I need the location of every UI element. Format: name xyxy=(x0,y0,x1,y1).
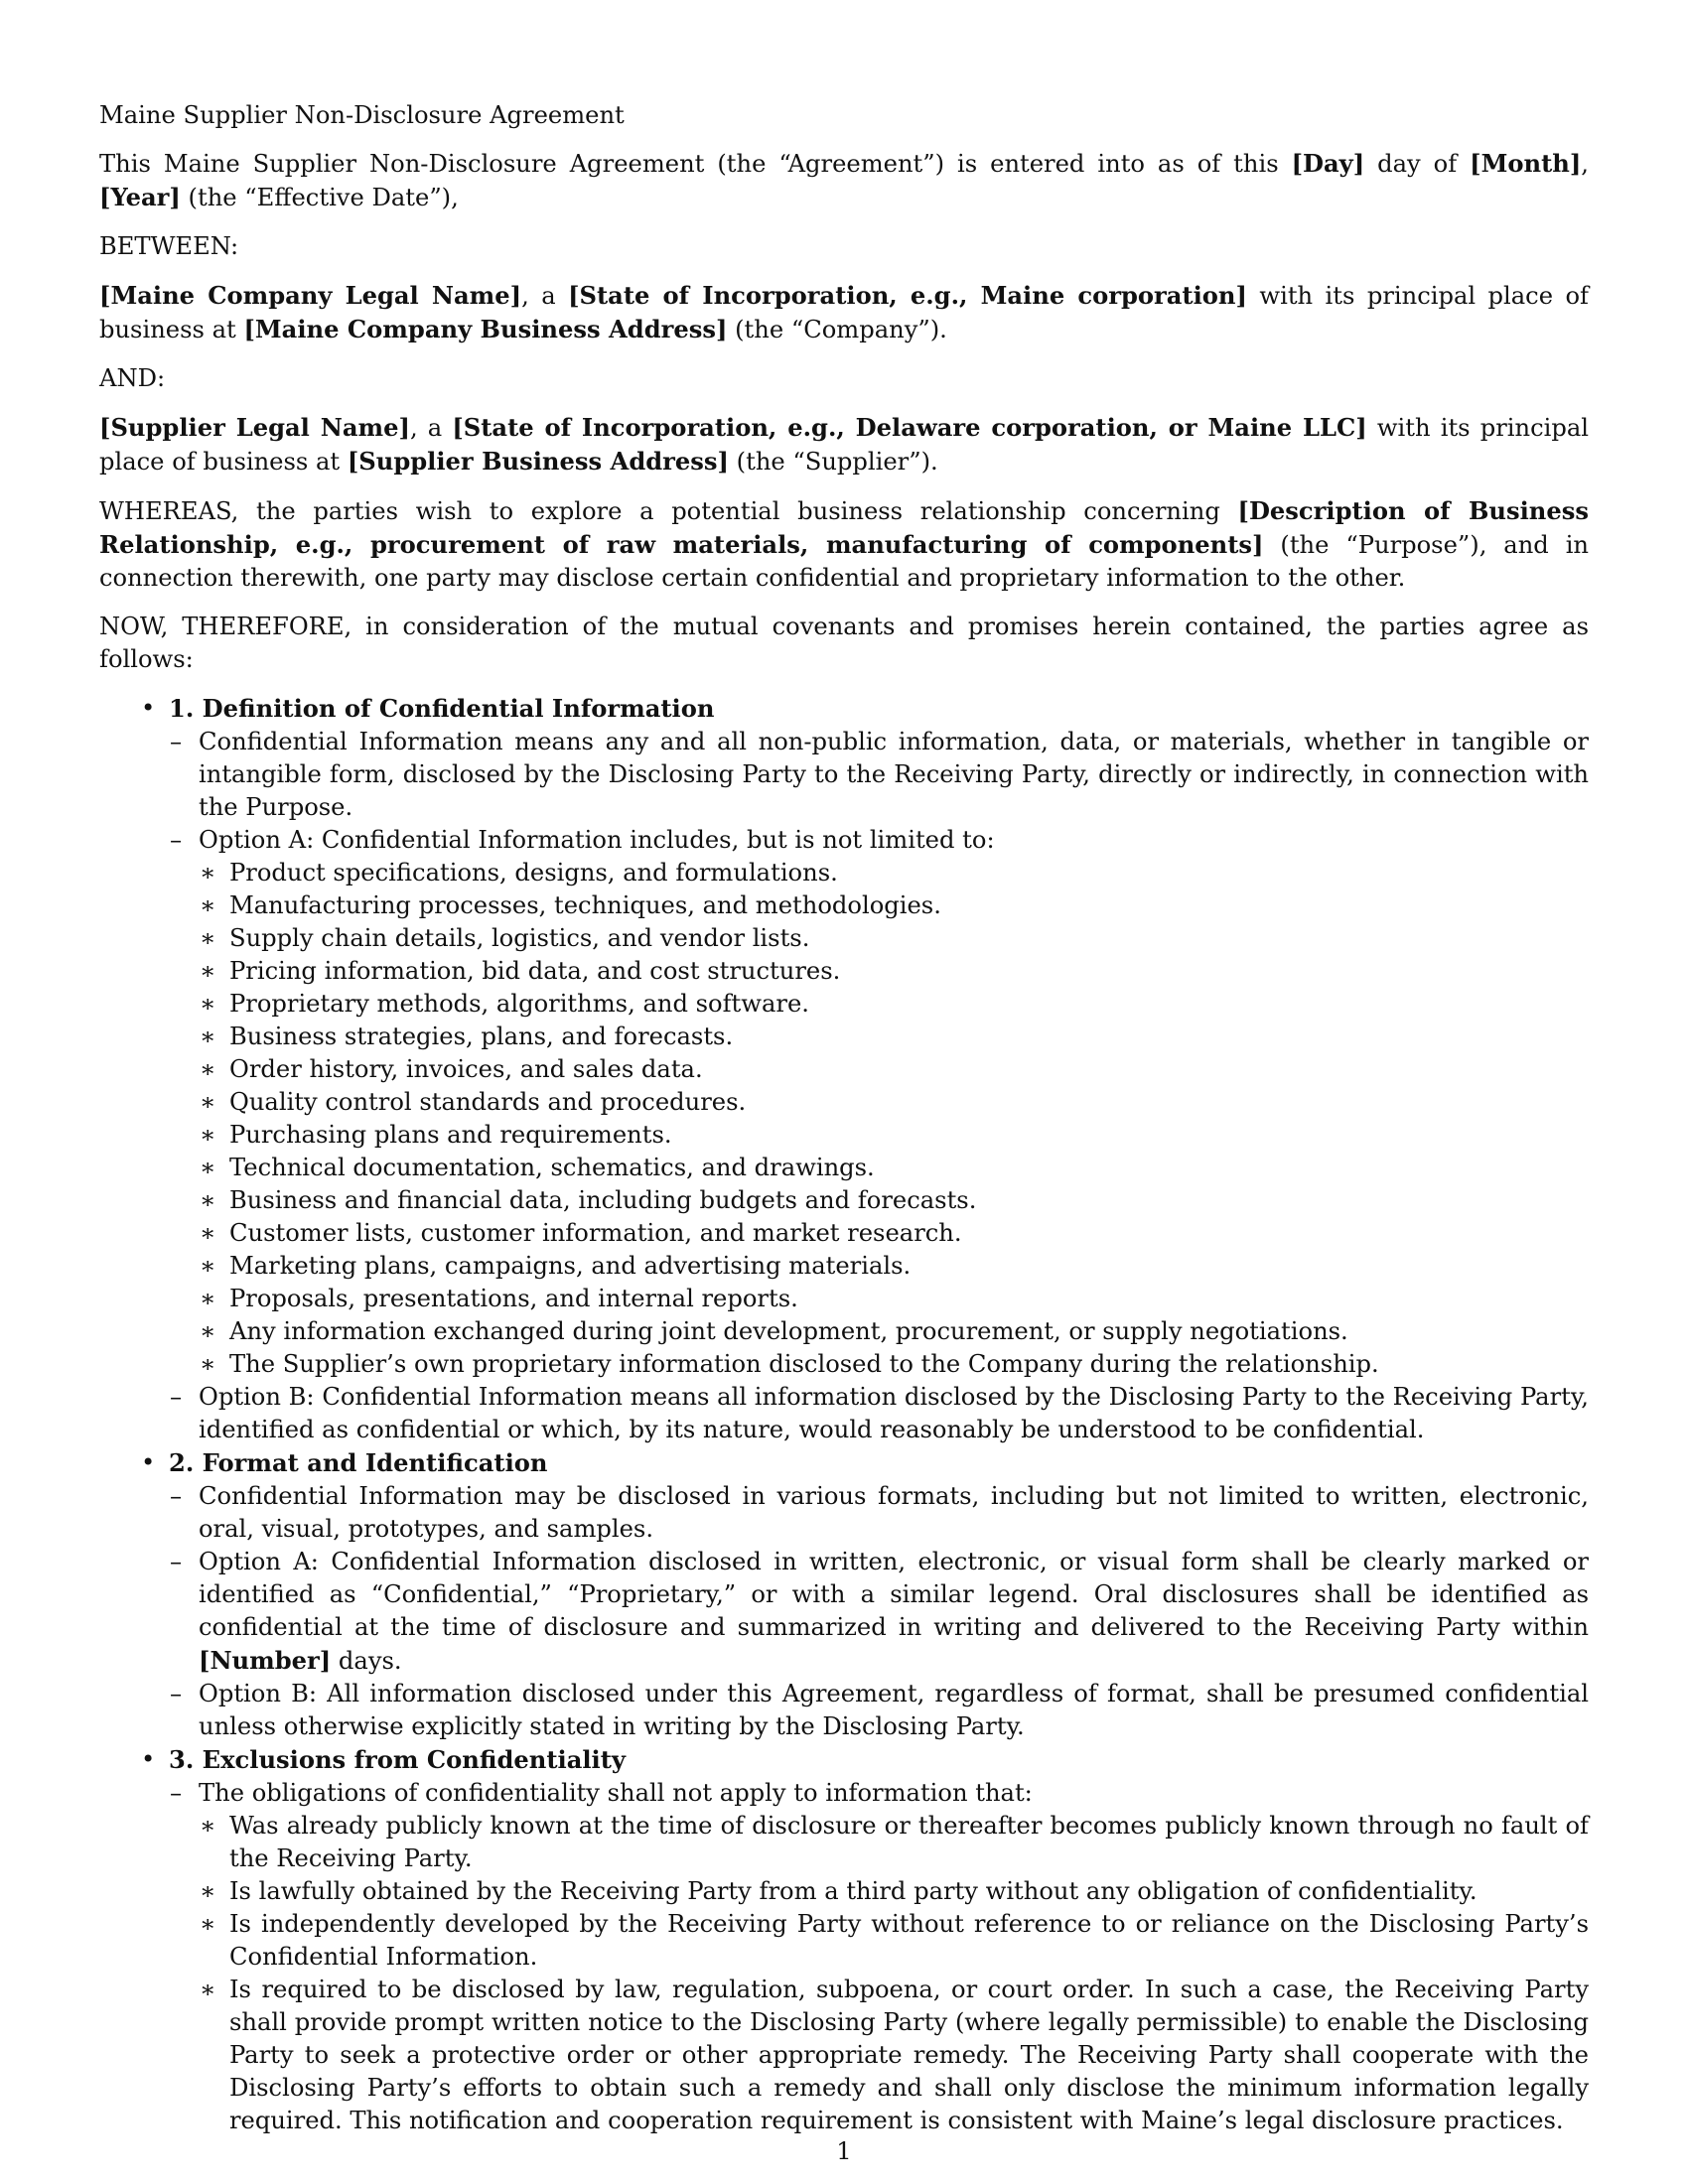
star-marker: ∗ xyxy=(200,1285,216,1312)
item-text: Pricing information, bid data, and cost structures. xyxy=(229,957,841,985)
dash-marker: – xyxy=(170,826,183,854)
whereas-paragraph xyxy=(99,494,1589,595)
document-page xyxy=(99,99,1589,2137)
item-text: Order history, invoices, and sales data. xyxy=(229,1055,703,1083)
section-1-heading: 1. Definition of Confidential Information xyxy=(169,694,715,723)
item-text: Business and financial data, including budgets and forecasts. xyxy=(229,1186,977,1214)
dash-marker: – xyxy=(170,728,183,755)
party1-paragraph xyxy=(99,279,1589,346)
document-title: Maine Supplier Non-Disclosure Agreement xyxy=(99,101,625,129)
star-marker: ∗ xyxy=(200,1976,216,2003)
list-item xyxy=(178,922,1589,955)
option-a-text: Option A: Confidential Information disclosed in written, electronic, or visual form shall be clearly marked or identified as “Confidential,” “Proprietary,” or with a similar legend. Oral disclosures shall be identified as confidential at the time of disclosure and summarized in writing and delivered to the Receiving Party within xyxy=(199,1548,1589,1641)
list-item xyxy=(178,1974,1589,2137)
star-marker: ∗ xyxy=(200,1877,216,1905)
dash-marker: – xyxy=(170,1680,183,1707)
section-2 xyxy=(99,1446,1589,1743)
option-a-items xyxy=(199,857,1589,1381)
list-item xyxy=(178,857,1589,889)
item-text: The Supplier’s own proprietary information disclosed to the Company during the relationship. xyxy=(229,1350,1379,1378)
star-marker: ∗ xyxy=(200,1219,216,1247)
party1-text: , a xyxy=(521,282,569,310)
star-marker: ∗ xyxy=(200,1317,216,1345)
party2-paragraph xyxy=(99,411,1589,478)
item-text: Proprietary methods, algorithms, and software. xyxy=(229,990,809,1018)
day-placeholder: [Day] xyxy=(1291,149,1365,178)
purpose-placeholder: [Description of Business Relationship, e.g., procurement of raw materials, manufacturing of components] xyxy=(99,496,1590,559)
supplier-name-placeholder: [Supplier Legal Name] xyxy=(99,413,410,442)
party1-text: with its principal place of business at xyxy=(99,282,1589,343)
dash-marker: – xyxy=(170,1482,183,1510)
star-marker: ∗ xyxy=(200,924,216,952)
supplier-state-placeholder: [State of Incorporation, e.g., Delaware corporation, or Maine LLC] xyxy=(452,413,1367,442)
section-2-heading: 2. Format and Identification xyxy=(169,1448,548,1477)
intro-text: This Maine Supplier Non-Disclosure Agreement (the “Agreement”) is entered into as of this xyxy=(99,150,1292,178)
list-item xyxy=(178,1217,1589,1250)
intro-text: day of xyxy=(1364,150,1471,178)
intro-text: (the “Effective Date”), xyxy=(180,184,459,211)
star-marker: ∗ xyxy=(200,1812,216,1840)
option-b-text: Option B: All information disclosed under this Agreement, regardless of format, shall be presumed confidential unless otherwise explicitly stated in writing by the Disclosing Party. xyxy=(199,1680,1589,1740)
number-placeholder: [Number] xyxy=(199,1646,332,1675)
list-item xyxy=(178,1348,1589,1381)
item-text: Manufacturing processes, techniques, and methodologies. xyxy=(229,891,941,919)
item-text: Was already publicly known at the time of disclosure or thereafter becomes publicly known through no fault of the Receiving Party. xyxy=(229,1812,1589,1872)
item-text: Business strategies, plans, and forecasts. xyxy=(229,1023,734,1050)
bullet-marker: • xyxy=(141,1448,156,1476)
page-number: 1 xyxy=(836,2137,852,2165)
list-item xyxy=(178,1152,1589,1184)
dash-marker: – xyxy=(170,1383,183,1411)
whereas-text: WHEREAS, the parties wish to explore a potential business relationship concerning xyxy=(99,497,1238,525)
company-state-placeholder: [State of Incorporation, e.g., Maine corporation] xyxy=(568,281,1247,310)
party2-text: (the “Supplier”). xyxy=(728,448,938,476)
list-item xyxy=(140,1381,1589,1446)
item-text: Technical documentation, schematics, and drawings. xyxy=(229,1154,875,1181)
list-item xyxy=(178,889,1589,922)
section-3 xyxy=(99,1743,1589,2137)
item-text: Is lawfully obtained by the Receiving Party from a third party without any obligation of confidentiality. xyxy=(229,1877,1477,1905)
list-item xyxy=(178,1908,1589,1974)
list-item xyxy=(178,1810,1589,1875)
star-marker: ∗ xyxy=(200,859,216,887)
star-marker: ∗ xyxy=(200,1910,216,1938)
bullet-marker: • xyxy=(141,1745,156,1773)
list-item xyxy=(140,1678,1589,1743)
list-item xyxy=(178,1021,1589,1053)
exclusions-intro: The obligations of confidentiality shall not apply to information that: xyxy=(199,1779,1033,1807)
option-b-text: Option B: Confidential Information means all information disclosed by the Disclosing Party to the Receiving Party, identified as confidential or which, by its nature, would reasonably be understood to be confidential. xyxy=(199,1383,1589,1443)
and-label: AND: xyxy=(99,364,166,392)
list-item xyxy=(178,988,1589,1021)
dash-marker: – xyxy=(170,1779,183,1807)
intro-text: , xyxy=(1581,150,1589,178)
list-item xyxy=(140,726,1589,824)
star-marker: ∗ xyxy=(200,1023,216,1050)
bullet-marker: • xyxy=(141,694,156,722)
star-marker: ∗ xyxy=(200,891,216,919)
list-item xyxy=(178,1184,1589,1217)
between-label: BETWEEN: xyxy=(99,232,239,260)
section-3-heading: 3. Exclusions from Confidentiality xyxy=(169,1745,626,1774)
dash-marker: – xyxy=(170,1548,183,1575)
star-marker: ∗ xyxy=(200,1154,216,1181)
star-marker: ∗ xyxy=(200,1350,216,1378)
section-3-list xyxy=(169,1777,1589,2137)
star-marker: ∗ xyxy=(200,1186,216,1214)
list-item xyxy=(178,1086,1589,1119)
list-item xyxy=(140,1546,1589,1678)
now-therefore-paragraph: NOW, THEREFORE, in consideration of the mutual covenants and promises herein contained, the parties agree as follows: xyxy=(99,613,1589,673)
list-item xyxy=(178,955,1589,988)
star-marker: ∗ xyxy=(200,990,216,1018)
whereas-text: (the “Purpose”), and in connection therewith, one party may disclose certain confidential and proprietary information to the other. xyxy=(99,531,1590,592)
list-item xyxy=(178,1250,1589,1283)
party2-text: , a xyxy=(409,414,453,442)
star-marker: ∗ xyxy=(200,957,216,985)
list-item xyxy=(178,1315,1589,1348)
list-item xyxy=(178,1875,1589,1908)
item-text: Marketing plans, campaigns, and advertising materials. xyxy=(229,1252,912,1280)
list-item xyxy=(178,1119,1589,1152)
section-2-list xyxy=(169,1480,1589,1743)
list-item xyxy=(178,1053,1589,1086)
month-placeholder: [Month] xyxy=(1470,149,1582,178)
star-marker: ∗ xyxy=(200,1088,216,1116)
party2-text: with its principal place of business at xyxy=(99,414,1589,476)
list-item xyxy=(140,1480,1589,1546)
item-text: Is independently developed by the Receiving Party without reference to or reliance on the Disclosing Party’s Confidential Information. xyxy=(229,1910,1589,1971)
item-text: Purchasing plans and requirements. xyxy=(229,1121,672,1149)
list-item xyxy=(140,1777,1589,2137)
star-marker: ∗ xyxy=(200,1055,216,1083)
item-text: Is required to be disclosed by law, regulation, subpoena, or court order. In such a case, the Receiving Party shall provide prompt written notice to the Disclosing Party (where legally permissible) to enable the Disclosing Party to seek a protective order or other appropriate remedy. The Receiving Party shall cooperate with the Disclosing Party’s efforts to obtain such a remedy and shall only disclose the minimum information legally required. This notification and cooperation requirement is consistent with Maine’s legal disclosure practices. xyxy=(229,1976,1589,2134)
list-item xyxy=(178,1283,1589,1315)
item-text: Product specifications, designs, and formulations. xyxy=(229,859,838,887)
supplier-address-placeholder: [Supplier Business Address] xyxy=(347,447,729,476)
intro-paragraph xyxy=(99,147,1589,214)
section-1-list xyxy=(169,726,1589,1446)
section-1 xyxy=(99,692,1589,1446)
option-a-text: days. xyxy=(331,1647,402,1675)
exclusions-items xyxy=(199,1810,1589,2137)
company-name-placeholder: [Maine Company Legal Name] xyxy=(99,281,522,310)
item-text: Supply chain details, logistics, and vendor lists. xyxy=(229,924,810,952)
item-text: Proposals, presentations, and internal reports. xyxy=(229,1285,798,1312)
item-text: Customer lists, customer information, and market research. xyxy=(229,1219,962,1247)
option-a-intro: Option A: Confidential Information includes, but is not limited to: xyxy=(199,826,995,854)
definition-text: Confidential Information means any and all non-public information, data, or materials, whether in tangible or intangible form, disclosed by the Disclosing Party to the Receiving Party, directly or indirectly, in connection with the Purpose. xyxy=(199,728,1589,821)
formats-text: Confidential Information may be disclosed in various formats, including but not limited to written, electronic, oral, visual, prototypes, and samples. xyxy=(199,1482,1589,1543)
star-marker: ∗ xyxy=(200,1252,216,1280)
item-text: Quality control standards and procedures. xyxy=(229,1088,747,1116)
list-item xyxy=(140,824,1589,1381)
year-placeholder: [Year] xyxy=(99,183,181,211)
sections-list xyxy=(99,692,1589,2137)
star-marker: ∗ xyxy=(200,1121,216,1149)
company-address-placeholder: [Maine Company Business Address] xyxy=(243,315,728,343)
item-text: Any information exchanged during joint development, procurement, or supply negotiations. xyxy=(229,1317,1348,1345)
party1-text: (the “Company”). xyxy=(727,316,947,343)
